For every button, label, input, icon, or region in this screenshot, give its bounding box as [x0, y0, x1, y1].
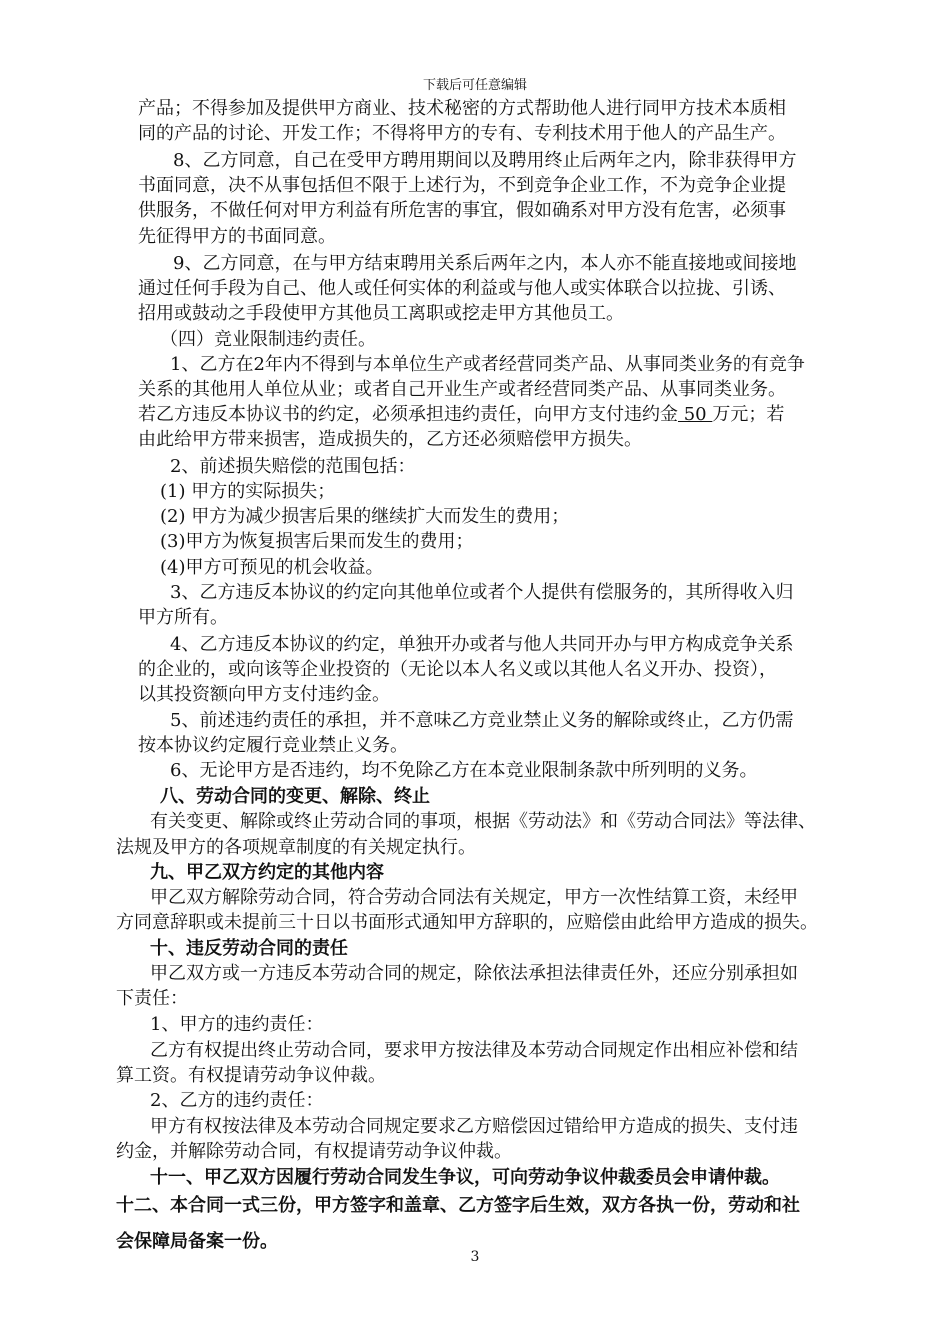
paragraph-line: 方同意辞职或未提前三十日以书面形式通知甲方辞职的，应赔偿由此给甲方造成的损失。 — [116, 912, 818, 933]
section-heading: 十一、甲乙双方因履行劳动合同发生争议，可向劳动争议仲裁委员会申请仲裁。 — [150, 1167, 780, 1188]
list-item: (1) 甲方的实际损失； — [160, 481, 336, 502]
paragraph-line: 乙方有权提出终止劳动合同，要求甲方按法律及本劳动合同规定作出相应补偿和结 — [150, 1040, 798, 1061]
list-item: (3)甲方为恢复损害后果而发生的费用； — [160, 531, 474, 552]
paragraph-line: 4、乙方违反本协议的约定，单独开办或者与他人共同开办与甲方构成竞争关系 — [170, 634, 794, 655]
section-heading: 十二、本合同一式三份，甲方签字和盖章、乙方签字后生效，双方各执一份，劳动和社 — [116, 1195, 800, 1216]
header-note: 下载后可任意编辑 — [422, 78, 527, 93]
paragraph-line: 甲方所有。 — [138, 607, 228, 628]
list-item: (2) 甲方为减少损害后果的继续扩大而发生的费用； — [160, 506, 570, 527]
paragraph-line — [138, 403, 784, 427]
paragraph-line: 2、前述损失赔偿的范围包括： — [170, 456, 416, 477]
paragraph-line: 书面同意，决不从事包括但不限于上述行为，不到竞争企业工作，不为竞争企业提 — [138, 175, 786, 196]
paragraph-line: 会保障局备案一份。 — [116, 1231, 278, 1252]
section-heading: 十、违反劳动合同的责任 — [150, 938, 348, 959]
page-number: 3 — [470, 1249, 480, 1265]
list-item: (4)甲方可预见的机会收益。 — [160, 557, 384, 578]
paragraph-line: 以其投资额向甲方支付违约金。 — [138, 684, 390, 705]
paragraph-line: 甲乙双方或一方违反本劳动合同的规定，除依法承担法律责任外，还应分别承担如 — [150, 963, 798, 984]
paragraph-line: 招用或鼓动之手段使甲方其他员工离职或挖走甲方其他员工。 — [138, 303, 624, 324]
section-heading: 八、劳动合同的变更、解除、终止 — [160, 786, 430, 807]
line-text: 若乙方违反本协议书的约定，必须承担违约责任，向甲方支付违约金 — [138, 404, 678, 425]
paragraph-line: 下责任： — [116, 988, 188, 1009]
paragraph-line: 同的产品的讨论、开发工作；不得将甲方的专有、专利技术用于他人的产品生产。 — [138, 123, 786, 144]
paragraph-line: 约金，并解除劳动合同，有权提请劳动争议仲裁。 — [116, 1141, 512, 1162]
paragraph-line: 1、乙方在2年内不得到与本单位生产或者经营同类产品、从事同类业务的有竞争 — [170, 354, 805, 375]
paragraph-line: 算工资。有权提请劳动争议仲裁。 — [116, 1065, 386, 1086]
paragraph-line: 甲乙双方解除劳动合同，符合劳动合同法有关规定，甲方一次性结算工资，未经甲 — [150, 887, 798, 908]
paragraph-line: 先征得甲方的书面同意。 — [138, 226, 336, 247]
paragraph-line: 通过任何手段为自己、他人或任何实体的利益或与他人或实体联合以拉拢、引诱、 — [138, 278, 786, 299]
paragraph-line: 有关变更、解除或终止劳动合同的事项，根据《劳动法》和《劳动合同法》等法律、 — [150, 811, 816, 832]
penalty-amount: 50 — [678, 404, 713, 425]
paragraph-line: 5、前述违约责任的承担，并不意味乙方竞业禁止义务的解除或终止，乙方仍需 — [170, 710, 794, 731]
paragraph-line: 9、乙方同意，在与甲方结束聘用关系后两年之内，本人亦不能直接地或间接地 — [173, 253, 797, 274]
paragraph-line: 按本协议约定履行竞业禁止义务。 — [138, 735, 408, 756]
paragraph-line: 甲方有权按法律及本劳动合同规定要求乙方赔偿因过错给甲方造成的损失、支付违 — [150, 1116, 798, 1137]
section-heading: 九、甲乙双方约定的其他内容 — [150, 862, 384, 883]
paragraph-line: 3、乙方违反本协议的约定向其他单位或者个人提供有偿服务的，其所得收入归 — [170, 582, 794, 603]
paragraph-line: 2、乙方的违约责任： — [150, 1090, 324, 1111]
paragraph-line: 法规及甲方的各项规章制度的有关规定执行。 — [116, 837, 476, 858]
paragraph-line: 的企业的，或向该等企业投资的（无论以本人名义或以其他人名义开办、投资）， — [138, 659, 777, 680]
paragraph-line: 关系的其他用人单位从业；或者自己开业生产或者经营同类产品、从事同类业务。 — [138, 379, 786, 400]
line-text: 万元；若 — [712, 404, 785, 425]
paragraph-line: 产品；不得参加及提供甲方商业、技术秘密的方式帮助他人进行同甲方技术本质相 — [138, 98, 786, 119]
paragraph-line: 1、甲方的违约责任： — [150, 1014, 324, 1035]
paragraph-line: 6、无论甲方是否违约，均不免除乙方在本竞业限制条款中所列明的义务。 — [170, 760, 758, 781]
paragraph-line: 供服务，不做任何对甲方利益有所危害的事宜，假如确系对甲方没有危害，必须事 — [138, 200, 786, 221]
section-subheading: （四）竞业限制违约责任。 — [160, 329, 376, 350]
paragraph-line: 8、乙方同意，自己在受甲方聘用期间以及聘用终止后两年之内，除非获得甲方 — [173, 150, 797, 171]
paragraph-line: 由此给甲方带来损害，造成损失的，乙方还必须赔偿甲方损失。 — [138, 429, 642, 450]
